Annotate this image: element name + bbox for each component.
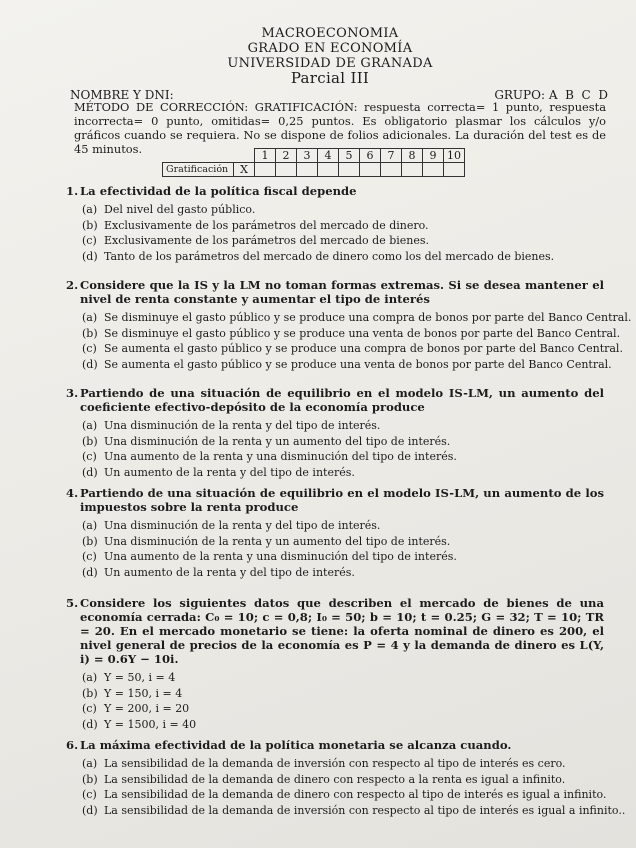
grade-col-4: 4 xyxy=(318,149,339,163)
question-number: 4. xyxy=(66,486,79,500)
grade-mark: X xyxy=(234,163,255,177)
option-c[interactable]: (c) Una aumento de la renta y una disminución del tipo de interés. xyxy=(82,550,457,563)
option-d[interactable]: (d) Se aumenta el gasto público y se produce una venta de bonos por parte del Banco Central. xyxy=(82,357,612,371)
option-list xyxy=(82,418,604,480)
option-b[interactable]: (b) Y = 150, i = 4 xyxy=(82,686,183,700)
option-b[interactable]: (b) Una disminución de la renta y un aumento del tipo de interés. xyxy=(82,534,451,548)
option-c[interactable]: (c) Se aumenta el gasto público y se produce una compra de bonos por parte del Banco Central. xyxy=(82,342,623,355)
option-b[interactable]: (b) Una disminución de la renta y un aumento del tipo de interés. xyxy=(82,434,451,448)
option-c[interactable]: (c) Y = 200, i = 20 xyxy=(82,702,190,715)
question-1 xyxy=(66,184,604,264)
option-a[interactable]: (a) Una disminución de la renta y del tipo de interés. xyxy=(82,419,381,432)
university-title: UNIVERSIDAD DE GRANADA xyxy=(227,56,433,71)
question-stem: Partiendo de una situación de equilibrio en el modelo IS-LM, un aumento de los impuestos sobre la renta produce xyxy=(80,486,604,514)
grade-label: Gratificación xyxy=(163,163,234,177)
option-c[interactable]: (c) La sensibilidad de la demanda de dinero con respecto al tipo de interés es igual a infinito. xyxy=(82,788,607,801)
name-label: NOMBRE Y DNI: xyxy=(70,88,174,102)
exam-header xyxy=(200,26,460,86)
option-list xyxy=(82,202,604,264)
grade-col-3: 3 xyxy=(297,149,318,163)
question-number: 1. xyxy=(66,184,79,198)
group-label: GRUPO: A B C D xyxy=(494,88,608,102)
grade-row xyxy=(163,163,465,177)
grade-cell[interactable] xyxy=(255,163,276,177)
degree-title: GRADO EN ECONOMÍA xyxy=(247,41,413,56)
option-list xyxy=(82,756,626,818)
grade-col-6: 6 xyxy=(360,149,381,163)
grade-col-1: 1 xyxy=(255,149,276,163)
question-3 xyxy=(66,386,604,480)
grade-header-row xyxy=(163,149,465,163)
question-stem: Partiendo de una situación de equilibrio en el modelo IS-LM, un aumento del coeficiente efectivo-depósito de la economía produce xyxy=(80,386,604,414)
grade-cell[interactable] xyxy=(297,163,318,177)
option-b[interactable]: (b) Exclusivamente de los parámetros del mercado de dinero. xyxy=(82,218,429,232)
grade-cell[interactable] xyxy=(423,163,444,177)
exam-title: Parcial III xyxy=(290,69,370,87)
question-stem: Considere que la IS y la LM no toman formas extremas. Si se desea mantener el nivel de renta constante y aumentar el tipo de interés xyxy=(80,278,604,306)
option-a[interactable]: (a) Del nivel del gasto público. xyxy=(82,203,256,216)
grade-cell[interactable] xyxy=(339,163,360,177)
grade-col-9: 9 xyxy=(423,149,444,163)
option-d[interactable]: (d) La sensibilidad de la demanda de inversión con respecto al tipo de interés es igual a infinito.. xyxy=(82,803,626,817)
option-a[interactable]: (a) Una disminución de la renta y del tipo de interés. xyxy=(82,519,381,532)
option-d[interactable]: (d) Y = 1500, i = 40 xyxy=(82,717,197,731)
question-number: 5. xyxy=(66,596,79,610)
grade-col-10: 10 xyxy=(444,149,465,163)
question-2 xyxy=(66,278,632,372)
question-stem: La máxima efectividad de la política monetaria se alcanza cuando. xyxy=(80,738,512,752)
grade-table xyxy=(162,148,465,177)
question-number: 2. xyxy=(66,278,79,292)
grade-cell[interactable] xyxy=(381,163,402,177)
option-b[interactable]: (b) Se disminuye el gasto público y se produce una venta de bonos por parte del Banco Central. xyxy=(82,326,621,340)
grade-cell[interactable] xyxy=(276,163,297,177)
option-a[interactable]: (a) La sensibilidad de la demanda de inversión con respecto al tipo de interés es cero. xyxy=(82,757,566,770)
option-list xyxy=(82,310,632,372)
grade-cell[interactable] xyxy=(444,163,465,177)
option-list xyxy=(82,518,604,580)
question-4 xyxy=(66,486,604,580)
option-a[interactable]: (a) Y = 50, i = 4 xyxy=(82,671,176,684)
option-d[interactable]: (d) Un aumento de la renta y del tipo de interés. xyxy=(82,465,355,479)
option-b[interactable]: (b) La sensibilidad de la demanda de dinero con respecto a la renta es igual a infinito. xyxy=(82,772,566,786)
option-c[interactable]: (c) Una aumento de la renta y una disminución del tipo de interés. xyxy=(82,450,457,463)
question-number: 3. xyxy=(66,386,79,400)
option-a[interactable]: (a) Se disminuye el gasto público y se produce una compra de bonos por parte del Banco Central. xyxy=(82,311,632,324)
question-number: 6. xyxy=(66,738,79,752)
grade-col-7: 7 xyxy=(381,149,402,163)
method-text: MÉTODO DE CORRECCIÓN: GRATIFICACIÓN: respuesta correcta= 1 punto, respuesta incorrecta= 0 punto, omitidas= 0,25 puntos. Es obligatorio plasmar los cálculos y/o gráficos cuando se requiera. No se dispone de folios adicionales. La duración del test es de 45 minutos. xyxy=(74,100,606,156)
grade-col-5: 5 xyxy=(339,149,360,163)
grade-cell[interactable] xyxy=(402,163,423,177)
option-list xyxy=(82,670,604,732)
option-d[interactable]: (d) Un aumento de la renta y del tipo de interés. xyxy=(82,565,355,579)
grade-cell[interactable] xyxy=(318,163,339,177)
grade-col-8: 8 xyxy=(402,149,423,163)
grade-col-2: 2 xyxy=(276,149,297,163)
question-5 xyxy=(66,596,604,732)
grade-cell[interactable] xyxy=(360,163,381,177)
option-c[interactable]: (c) Exclusivamente de los parámetros del mercado de bienes. xyxy=(82,234,430,247)
option-d[interactable]: (d) Tanto de los parámetros del mercado de dinero como los del mercado de bienes. xyxy=(82,249,555,263)
question-6 xyxy=(66,738,626,818)
question-stem: Considere los siguientes datos que describen el mercado de bienes de una economía cerrada: C₀ = 10; c = 0,8; I₀ = 50; b = 10; t = 0.25; G = 32; T = 10; TR = 20. En el mercado monetario se tiene: la oferta nominal de dinero es 200, el nivel general de precios de la economía es P = 4 y la demanda de dinero es L(Y, i) = 0.6Y − 10i. xyxy=(80,596,604,666)
question-stem: La efectividad de la política fiscal depende xyxy=(80,184,357,198)
subject-title: MACROECONOMIA xyxy=(261,26,399,41)
